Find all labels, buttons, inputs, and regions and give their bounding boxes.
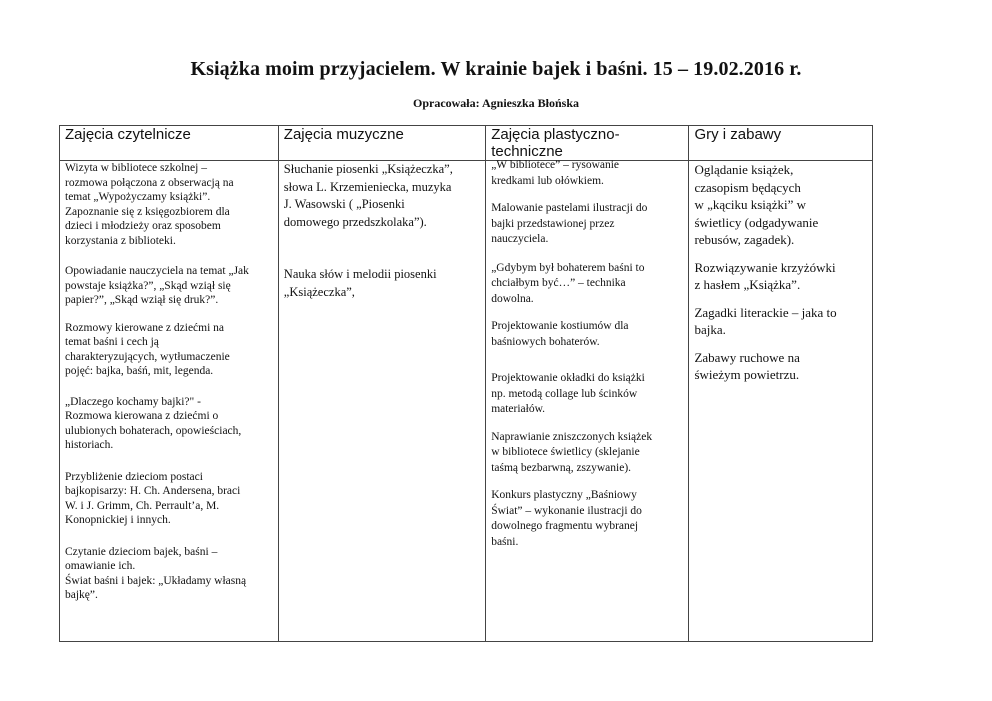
column-header-music: Zajęcia muzyczne <box>278 126 485 161</box>
activities-table <box>59 125 873 642</box>
games-activities-cell <box>689 161 873 642</box>
reading-activities-cell <box>60 161 279 642</box>
list-item: Konkurs plastyczny „Baśniowy Świat” – wykonanie ilustracji do dowolnego fragmentu wybranej baśni. <box>491 489 642 548</box>
list-item: Wizyta w bibliotece szkolnej – rozmowa połączona z obserwacją na temat „Wypożyczamy książki”. Zapoznanie się z księgozbiorem dla dzieci i młodzieży oraz sposobem korzystania z biblioteki. <box>65 162 234 247</box>
music-activities-cell <box>278 161 485 642</box>
list-item: „W bibliotece” – rysowanie kredkami lub ołówkiem. <box>491 159 620 187</box>
list-item: Zabawy ruchowe na świeżym powietrzu. <box>694 349 800 382</box>
art-activities-cell <box>486 161 689 642</box>
list-item: „Dlaczego kochamy bajki?" - Rozmowa kierowana z dziećmi o ulubionych bohaterach, opowieściach, historiach. <box>65 395 242 451</box>
list-item: Projektowanie okładki do książki np. metodą collage lub ścinków materiałów. <box>491 372 645 415</box>
list-item: Rozmowy kierowane z dziećmi na temat baśni i cech ją charakteryzujących, wytłumaczenie pojęć: bajka, baśń, mit, legenda. <box>65 321 230 377</box>
column-header-reading: Zajęcia czytelnicze <box>60 126 279 161</box>
list-item: Malowanie pastelami ilustracji do bajki przedstawionej przez nauczyciela. <box>491 202 648 245</box>
table-header-row <box>60 126 873 161</box>
column-header-games: Gry i zabawy <box>689 126 873 161</box>
list-item: Projektowanie kostiumów dla baśniowych bohaterów. <box>491 320 629 348</box>
list-item: Naprawianie zniszczonych książek w bibliotece świetlicy (sklejanie taśmą bezbarwną, zszywanie). <box>491 430 653 474</box>
list-item: „Gdybym był bohaterem baśni to chciałbym być…” – technika dowolna. <box>491 261 645 305</box>
document-title: Książka moim przyjacielem. W krainie bajek i baśni. 15 – 19.02.2016 r. <box>190 58 802 80</box>
list-item: Słuchanie piosenki „Książeczka”, słowa L. Krzemieniecka, muzyka J. Wasowski ( „Piosenki domowego przedszkolaka”). <box>283 162 453 229</box>
table-body-row <box>60 161 873 642</box>
list-item: Nauka słów i melodii piosenki „Książeczka”, <box>283 267 437 299</box>
list-item: Oglądanie książek, czasopism będących w „kąciku książki” w świetlicy (odgadywanie rebusów, zagadek). <box>694 162 819 247</box>
list-item: Opowiadanie nauczyciela na temat „Jak powstaje książka?”, „Skąd wziął się papier?”, „Skąd wziął się druk?”. <box>65 265 249 306</box>
list-item: Czytanie dzieciom bajek, baśni – omawianie ich. Świat baśni i bajek: „Układamy własną bajkę”. <box>65 545 247 601</box>
list-item: Przybliżenie dzieciom postaci bajkopisarzy: H. Ch. Andersena, braci W. i J. Grimm, Ch. Perrault’a, M. Konopnickiej i innych. <box>65 470 241 526</box>
column-header-art: Zajęcia plastyczno- techniczne <box>486 126 689 161</box>
document-author: Opracowała: Agnieszka Błońska <box>412 96 580 110</box>
list-item: Rozwiązywanie krzyżówki z hasłem „Książka”. <box>694 259 836 292</box>
list-item: Zagadki literackie – jaka to bajka. <box>694 304 837 337</box>
